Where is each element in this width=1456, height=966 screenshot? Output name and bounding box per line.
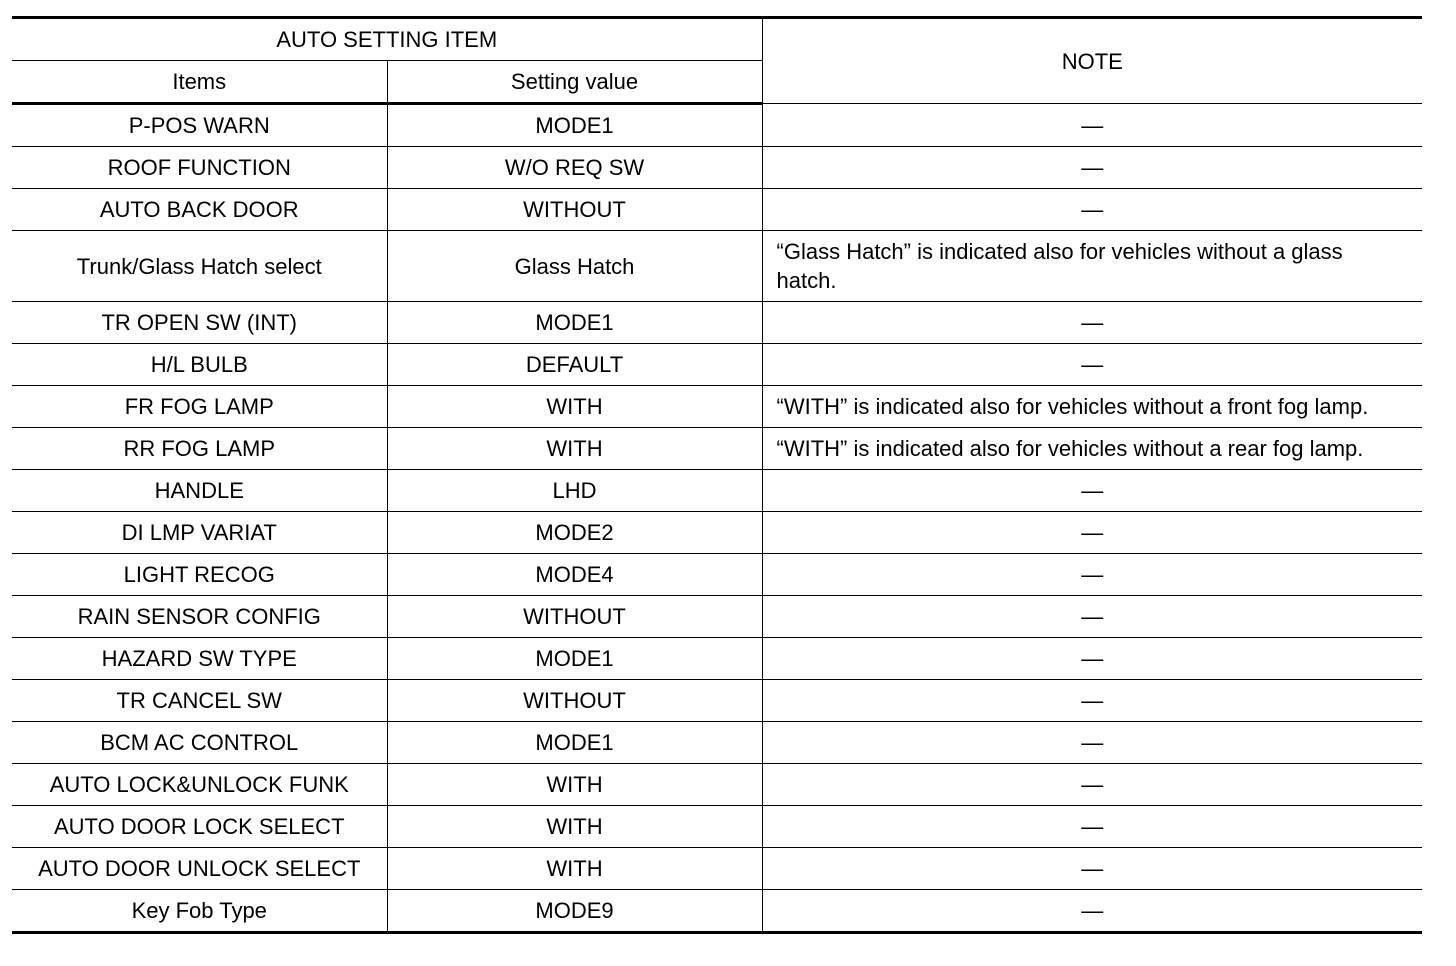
note-cell: —	[762, 638, 1422, 680]
table-row	[12, 806, 1422, 848]
table-row	[12, 764, 1422, 806]
item-cell: DI LMP VARIAT	[12, 512, 387, 554]
table-row	[12, 680, 1422, 722]
note-cell: —	[762, 806, 1422, 848]
item-cell: FR FOG LAMP	[12, 386, 387, 428]
item-cell: P-POS WARN	[12, 104, 387, 147]
note-cell: —	[762, 512, 1422, 554]
note-cell: —	[762, 764, 1422, 806]
item-cell: TR CANCEL SW	[12, 680, 387, 722]
value-cell: Glass Hatch	[387, 231, 762, 302]
note-cell: —	[762, 470, 1422, 512]
note-cell: “WITH” is indicated also for vehicles without a rear fog lamp.	[762, 428, 1422, 470]
value-cell: WITHOUT	[387, 189, 762, 231]
item-cell: Trunk/Glass Hatch select	[12, 231, 387, 302]
item-cell: TR OPEN SW (INT)	[12, 302, 387, 344]
table-row	[12, 386, 1422, 428]
value-cell: WITH	[387, 848, 762, 890]
table-row	[12, 638, 1422, 680]
table-row	[12, 302, 1422, 344]
value-cell: MODE1	[387, 722, 762, 764]
item-cell: AUTO LOCK&UNLOCK FUNK	[12, 764, 387, 806]
note-cell: —	[762, 596, 1422, 638]
value-cell: WITH	[387, 428, 762, 470]
note-cell: —	[762, 848, 1422, 890]
items-header: Items	[12, 61, 387, 104]
note-cell: —	[762, 680, 1422, 722]
note-cell: —	[762, 344, 1422, 386]
table-row	[12, 104, 1422, 147]
item-cell: ROOF FUNCTION	[12, 147, 387, 189]
value-cell: MODE4	[387, 554, 762, 596]
value-cell: MODE2	[387, 512, 762, 554]
item-cell: BCM AC CONTROL	[12, 722, 387, 764]
note-cell: —	[762, 147, 1422, 189]
table-row	[12, 147, 1422, 189]
item-cell: AUTO BACK DOOR	[12, 189, 387, 231]
value-cell: LHD	[387, 470, 762, 512]
note-cell: —	[762, 189, 1422, 231]
table-row	[12, 512, 1422, 554]
item-cell: HANDLE	[12, 470, 387, 512]
value-cell: WITH	[387, 806, 762, 848]
table-row	[12, 722, 1422, 764]
item-cell: Key Fob Type	[12, 890, 387, 933]
table-row	[12, 470, 1422, 512]
note-header: NOTE	[762, 18, 1422, 104]
table-row	[12, 848, 1422, 890]
value-cell: WITH	[387, 386, 762, 428]
value-cell: MODE1	[387, 638, 762, 680]
table-row	[12, 231, 1422, 302]
value-cell: WITH	[387, 764, 762, 806]
table-row	[12, 554, 1422, 596]
setting-value-header: Setting value	[387, 61, 762, 104]
note-cell: “Glass Hatch” is indicated also for vehicles without a glass hatch.	[762, 231, 1422, 302]
auto-setting-table	[12, 16, 1422, 934]
item-cell: AUTO DOOR LOCK SELECT	[12, 806, 387, 848]
note-cell: —	[762, 104, 1422, 147]
note-cell: “WITH” is indicated also for vehicles without a front fog lamp.	[762, 386, 1422, 428]
item-cell: RR FOG LAMP	[12, 428, 387, 470]
value-cell: MODE1	[387, 104, 762, 147]
item-cell: HAZARD SW TYPE	[12, 638, 387, 680]
auto-setting-item-header: AUTO SETTING ITEM	[12, 18, 762, 61]
note-cell: —	[762, 302, 1422, 344]
item-cell: AUTO DOOR UNLOCK SELECT	[12, 848, 387, 890]
value-cell: DEFAULT	[387, 344, 762, 386]
item-cell: H/L BULB	[12, 344, 387, 386]
table-row	[12, 428, 1422, 470]
item-cell: LIGHT RECOG	[12, 554, 387, 596]
note-cell: —	[762, 890, 1422, 933]
table-row	[12, 189, 1422, 231]
table-row	[12, 344, 1422, 386]
value-cell: WITHOUT	[387, 680, 762, 722]
note-cell: —	[762, 554, 1422, 596]
item-cell: RAIN SENSOR CONFIG	[12, 596, 387, 638]
table-row	[12, 890, 1422, 933]
value-cell: MODE1	[387, 302, 762, 344]
table-row	[12, 596, 1422, 638]
note-cell: —	[762, 722, 1422, 764]
value-cell: W/O REQ SW	[387, 147, 762, 189]
value-cell: WITHOUT	[387, 596, 762, 638]
value-cell: MODE9	[387, 890, 762, 933]
table-body	[12, 104, 1422, 933]
